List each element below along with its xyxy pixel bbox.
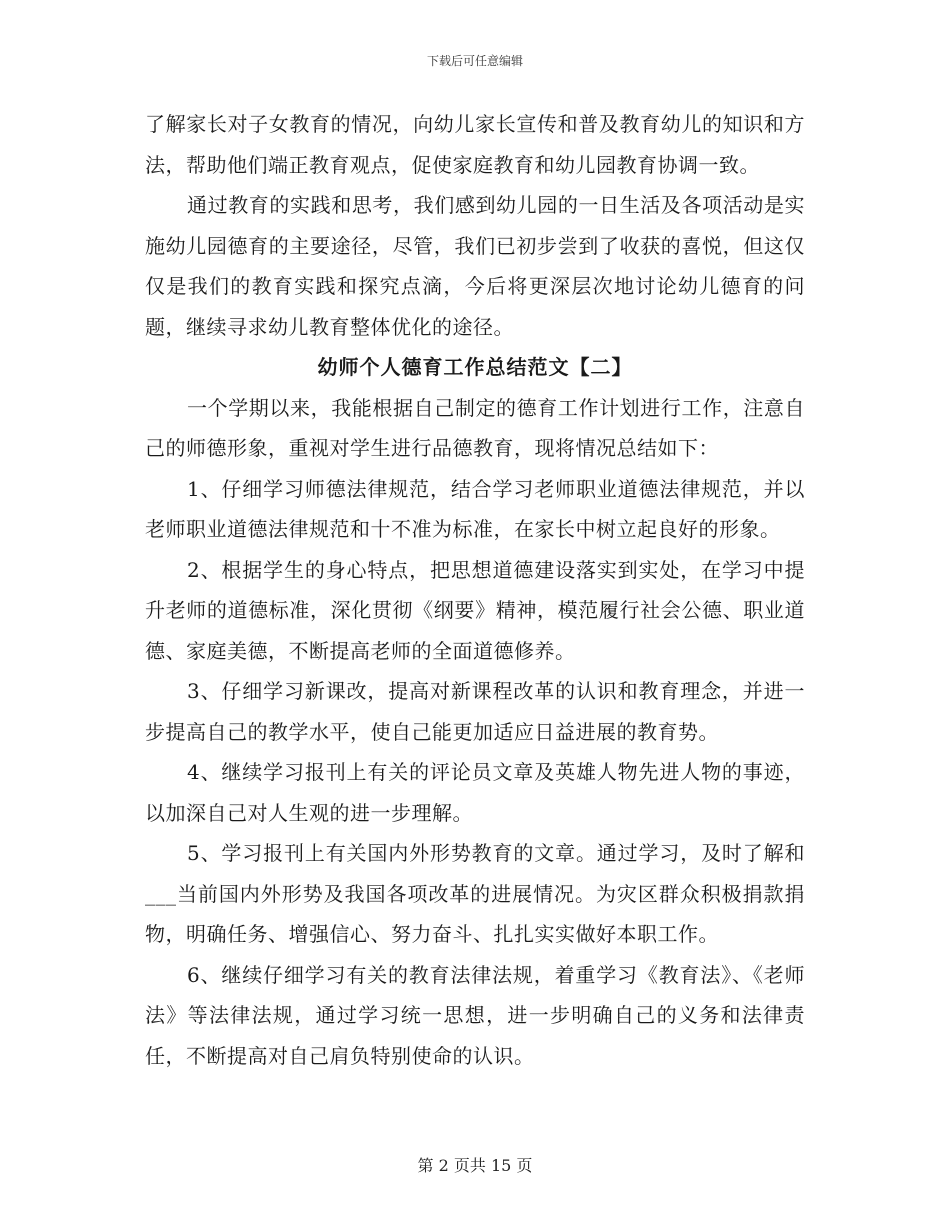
paragraph: 4、继续学习报刊上有关的评论员文章及英雄人物先进人物的事迹，以加深自己对人生观的进一步理解。 <box>145 760 805 825</box>
paragraph: 一个学期以来，我能根据自己制定的德育工作计划进行工作，注意自己的师德形象，重视对学生进行品德教育，现将情况总结如下： <box>145 395 805 460</box>
paragraph: 2、根据学生的身心特点，把思想道德建设落实到实处，在学习中提升老师的道德标准，深化贯彻《纲要》精神，模范履行社会公德、职业道德、家庭美德，不断提高老师的全面道德修养。 <box>145 557 805 663</box>
paragraph: 了解家长对子女教育的情况，向幼儿家长宣传和普及教育幼儿的知识和方法，帮助他们端正教育观点，促使家庭教育和幼儿园教育协调一致。 <box>145 112 805 177</box>
section-title: 幼师个人德育工作总结范文【二】 <box>317 355 633 379</box>
paragraph: 5、学习报刊上有关国内外形势教育的文章。通过学习，及时了解和___当前国内外形势及我国各项改革的进展情况。为灾区群众积极捐款捐物，明确任务、增强信心、努力奋斗、扎扎实实做好本职工作。 <box>145 841 805 946</box>
page-header: 下载后可任意编辑 <box>426 54 523 68</box>
paragraph: 6、继续仔细学习有关的教育法律法规，着重学习《教育法》、《老师法》等法律法规，通过学习统一思想，进一步明确自己的义务和法律责任，不断提高对自己肩负特别使命的认识。 <box>145 962 805 1068</box>
document-body <box>145 104 805 1076</box>
paragraph: 通过教育的实践和思考，我们感到幼儿园的一日生活及各项活动是实施幼儿园德育的主要途径，尽管，我们已初步尝到了收获的喜悦，但这仅仅是我们的教育实践和探究点滴，今后将更深层次地讨论幼儿德育的问题，继续寻求幼儿教育整体优化的途径。 <box>145 193 805 339</box>
page-footer: 第 2 页共 15 页 <box>417 1156 533 1175</box>
paragraph: 1、仔细学习师德法律规范，结合学习老师职业道德法律规范，并以老师职业道德法律规范和十不准为标准，在家长中树立起良好的形象。 <box>145 476 805 541</box>
paragraph: 3、仔细学习新课改，提高对新课程改革的认识和教育理念，并进一步提高自己的教学水平，使自己能更加适应日益进展的教育势。 <box>145 679 805 744</box>
